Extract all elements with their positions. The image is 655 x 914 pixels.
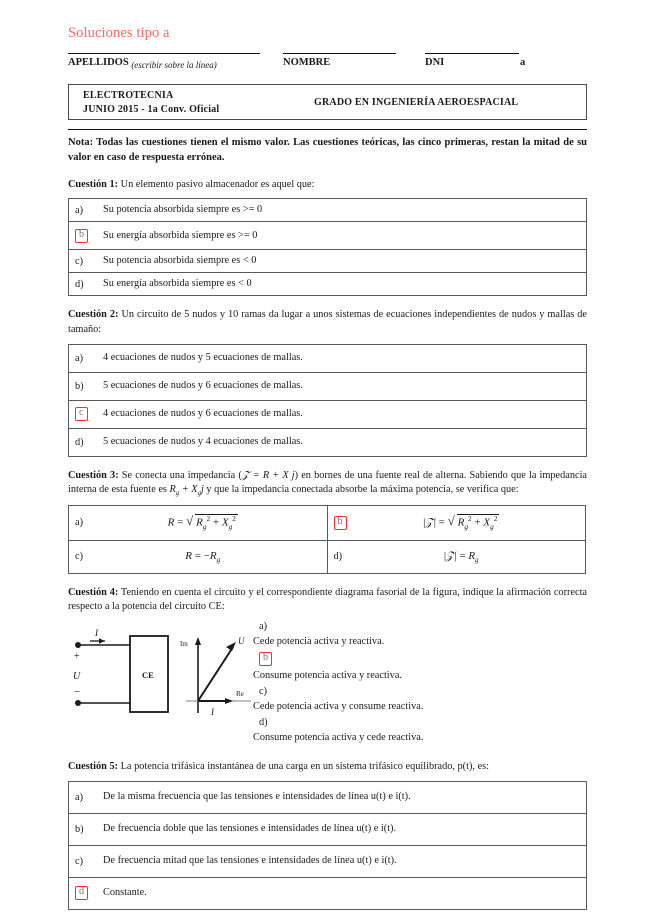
option-row[interactable] — [68, 428, 587, 457]
option-letter: a) — [75, 204, 83, 216]
question-1 — [68, 178, 587, 297]
option-text: Su energía absorbida siempre es >= 0 — [103, 229, 258, 241]
option-formula: |𝒵| = $R_g$ — [443, 549, 479, 564]
option-letter: a) — [259, 621, 267, 633]
question-3 — [68, 469, 587, 574]
real-axis-label: Re — [236, 690, 244, 699]
question-3-text-p1: Se conecta una impedancia ( — [121, 469, 242, 481]
ce-block-label: CE — [142, 670, 154, 681]
option-row[interactable] — [68, 813, 587, 846]
option-letter: a) — [75, 791, 83, 803]
option-letter: b) — [75, 380, 84, 392]
apellidos-label-text: APELLIDOS — [68, 56, 129, 68]
option-row[interactable] — [253, 717, 587, 748]
option-text: 4 ecuaciones de nudos y 6 ecuaciones de mallas. — [103, 408, 303, 420]
question-2-label: Cuestión 2: — [68, 309, 119, 321]
option-row[interactable] — [68, 372, 587, 401]
option-row[interactable] — [68, 198, 587, 222]
option-text: Constante. — [103, 887, 147, 898]
plus-sign-label: + — [74, 651, 80, 663]
correct-answer-mark: b — [75, 229, 88, 243]
option-letter: c) — [75, 855, 83, 867]
option-text: Su potencia absorbida siempre es < 0 — [103, 255, 257, 267]
exam-subject-block — [83, 89, 219, 118]
dni-rule — [425, 53, 519, 54]
phasor-i-label: I — [211, 707, 214, 718]
minus-sign-label: − — [74, 686, 81, 699]
page-bottom-padding — [68, 910, 587, 914]
option-letter: d) — [75, 436, 84, 448]
option-letter — [69, 407, 103, 421]
option-formula: $R = -R_g$ — [185, 549, 221, 564]
question-5-options — [68, 781, 587, 910]
option-letter: d) — [75, 278, 84, 290]
question-3-text-p2: ) en bornes de una fuente real de alterna. Sabiendo que la impedancia interna de esta fuente es — [68, 469, 587, 496]
option-text: De la misma frecuencia que las tensiones e intensidades de línea u(t) e i(t). — [103, 791, 411, 802]
question-4 — [68, 586, 587, 748]
option-row-selected[interactable] — [68, 877, 587, 910]
exam-type-mark: a — [520, 56, 526, 68]
option-text: De frecuencia mitad que las tensiones e intensidades de línea u(t) e i(t). — [103, 855, 397, 866]
question-2-options — [68, 344, 587, 457]
option-text: Cede potencia activa y consume reactiva. — [253, 700, 424, 712]
option-letter: c) — [75, 255, 83, 267]
option-row[interactable] — [68, 344, 587, 373]
option-row[interactable] — [68, 540, 328, 574]
question-4-body — [68, 621, 587, 748]
option-row[interactable] — [68, 781, 587, 814]
option-formula: R = √ $R_g^2 + X_g^2$ — [101, 514, 327, 531]
option-text: 4 ecuaciones de nudos y 5 ecuaciones de mallas. — [103, 352, 303, 364]
phasor-u-label: U — [238, 636, 245, 647]
real-axis-arrow — [225, 698, 233, 704]
apellidos-hint: (escribir sobre la línea) — [131, 60, 217, 71]
option-text: 5 ecuaciones de nudos y 4 ecuaciones de mallas. — [103, 436, 303, 448]
option-letter: b) — [75, 823, 84, 835]
name-fields-row — [68, 53, 587, 75]
exam-subject: ELECTROTECNIA — [83, 89, 174, 101]
question-1-text: Un elemento pasivo almacenador es aquel que: — [120, 178, 315, 190]
option-text: Cede potencia activa y reactiva. — [253, 636, 385, 648]
question-4-text: Teniendo en cuenta el circuito y el correspondiente diagrama fasorial de la figura, indique la afirmación correcta respecto a la potencia del circuito CE: — [68, 586, 588, 613]
exam-info-box — [68, 84, 587, 120]
option-letter — [69, 886, 103, 900]
option-text: De frecuencia doble que las tensiones e intensidades de línea u(t) e i(t). — [103, 823, 397, 834]
option-letter — [328, 516, 360, 530]
phasor-u-shaft — [198, 647, 233, 701]
option-row[interactable] — [68, 249, 587, 273]
exam-degree: GRADO EN INGENIERÍA AEROESPACIAL — [314, 96, 519, 108]
option-row[interactable] — [68, 505, 328, 541]
nombre-rule — [283, 53, 396, 54]
circuit-and-phasor-figure — [68, 621, 253, 728]
option-text: Consume potencia activa y reactiva. — [253, 669, 402, 681]
exam-note: Nota: Todas las cuestiones tienen el mismo valor. Las cuestiones teóricas, las cinco primeras, restan la mitad de su valor en caso de respuesta errónea. — [68, 136, 587, 163]
option-row[interactable] — [327, 540, 587, 574]
question-1-options — [68, 198, 587, 296]
option-text: Su potencia absorbida siempre es >= 0 — [103, 204, 263, 216]
question-4-options — [253, 621, 587, 748]
dni-label: DNI — [425, 56, 445, 68]
option-text: 5 ecuaciones de nudos y 6 ecuaciones de mallas. — [103, 380, 303, 392]
current-arrow-head — [99, 638, 105, 644]
figure-svg — [68, 625, 253, 723]
question-2-intro — [68, 308, 587, 337]
option-letter: c) — [75, 551, 83, 563]
nombre-label: NOMBRE — [283, 56, 331, 68]
question-3-options — [68, 505, 587, 574]
option-row[interactable] — [253, 686, 587, 717]
option-letter: c) — [259, 685, 267, 697]
option-row-selected[interactable] — [68, 221, 587, 250]
option-row[interactable] — [68, 272, 587, 296]
option-text: Su energía absorbida siempre es < 0 — [103, 278, 252, 290]
question-4-intro — [68, 586, 587, 615]
current-label: I — [95, 628, 98, 639]
exam-call: JUNIO 2015 - 1a Conv. Oficial — [83, 104, 220, 116]
page-title: Soluciones tipo a — [68, 25, 170, 41]
question-3-options-right — [327, 505, 587, 574]
question-3-label: Cuestión 3: — [68, 469, 119, 481]
correct-answer-mark: b — [259, 652, 272, 666]
question-5 — [68, 760, 587, 910]
option-letter — [69, 229, 103, 243]
option-text: Consume potencia activa y cede reactiva. — [253, 731, 424, 743]
question-3-intro — [68, 469, 587, 499]
imag-axis-label: Im — [180, 640, 188, 649]
option-letter — [253, 652, 287, 666]
option-letter: d) — [259, 716, 268, 728]
apellidos-rule — [68, 53, 260, 54]
question-1-label: Cuestión 1: — [68, 178, 119, 190]
option-row-selected[interactable] — [327, 505, 587, 541]
question-5-label: Cuestión 5: — [68, 760, 119, 772]
option-letter: a) — [75, 352, 83, 364]
correct-answer-mark: d — [75, 886, 88, 900]
option-letter: d) — [333, 551, 343, 563]
option-row-selected[interactable] — [68, 400, 587, 429]
question-3-formula-inline-2: $R_g + X_gj$ — [169, 484, 204, 498]
option-row-selected[interactable] — [253, 652, 587, 686]
option-letter: a) — [75, 517, 83, 529]
correct-answer-mark: c — [75, 407, 88, 421]
phasor-u-arrow — [226, 642, 236, 651]
option-row[interactable] — [253, 621, 587, 652]
note-divider — [68, 129, 587, 131]
question-5-intro — [68, 760, 587, 775]
correct-answer-mark: b — [334, 516, 347, 530]
question-5-text: La potencia trifásica instantánea de una carga en un sistema trifásico equilibrado, p(t), es: — [120, 760, 489, 772]
option-row[interactable] — [68, 845, 587, 878]
question-3-formula-inline-1: 𝒵 = R + X j — [241, 469, 295, 481]
question-4-label: Cuestión 4: — [68, 586, 119, 598]
question-1-intro — [68, 178, 587, 193]
question-2-text: Un circuito de 5 nudos y 10 ramas da lugar a unos sistemas de ecuaciones independientes de nudos y mallas de tamaño: — [68, 309, 587, 335]
apellidos-label — [68, 57, 217, 70]
question-3-options-left — [68, 505, 328, 574]
question-2 — [68, 308, 587, 456]
option-formula: |𝒵| = √ $R_g^2 + X_g^2$ — [360, 514, 586, 531]
imag-axis-arrow — [195, 637, 201, 645]
question-3-text-p3: y que la impedancia conectada absorbe la máxima potencia, se verifica que: — [203, 484, 519, 496]
voltage-label: U — [73, 671, 81, 683]
